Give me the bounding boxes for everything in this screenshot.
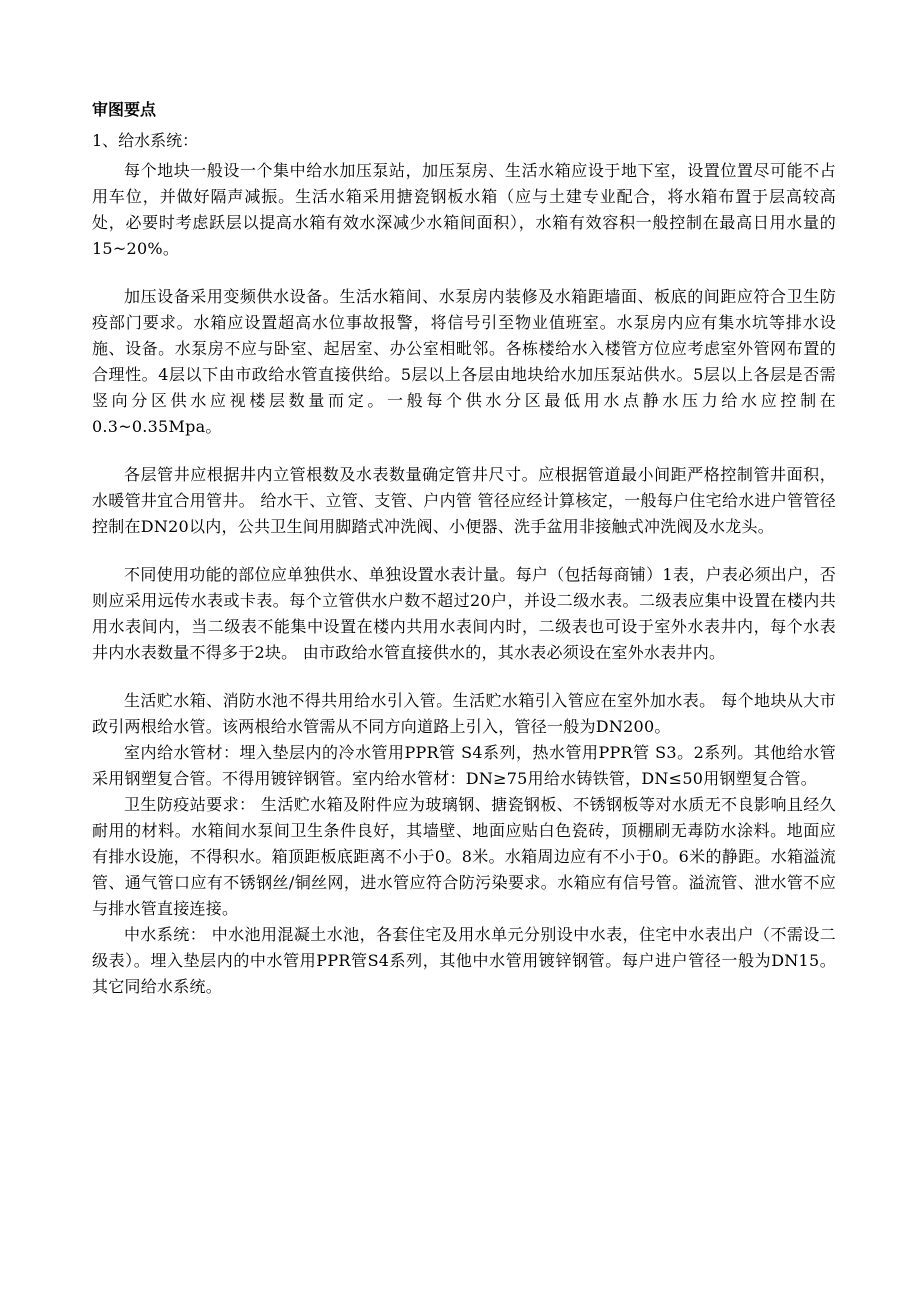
- paragraph-sanitation-requirements: 卫生防疫站要求： 生活贮水箱及附件应为玻璃钢、搪瓷钢板、不锈钢板等对水质无不良影响且经久耐用的材料。水箱间水泵间卫生条件良好，其墙壁、地面应贴白色瓷砖，顶棚刷无毒防水涂料。地面应有排水设施，不得积水。箱顶距板底距离不小于0。8米。水箱周边应有不小于0。6米的静距。水箱溢流管、通气管口应有不锈钢丝/铜丝网，进水管应符合防污染要求。水箱应有信号管。溢流管、泄水管不应与排水管直接连接。: [92, 795, 836, 918]
- paragraph-water-pump-station: 每个地块一般设一个集中给水加压泵站，加压泵房、生活水箱应设于地下室，设置位置尽可能不占用车位，并做好隔声减振。生活水箱采用搪瓷钢板水箱（应与土建专业配合，将水箱布置于层高较高处，必要时考虑跃层以提高水箱有效水深减少水箱间面积），水箱有效容积一般控制在最高日用水量的15~20%。: [92, 161, 836, 258]
- paragraph-pipe-shaft: 各层管井应根据井内立管根数及水表数量确定管井尺寸。应根据管道最小间距严格控制管井面积，水暖管井宜合用管井。 给水干、立管、支管、户内管 管径应经计算核定，一般每户住宅给水进户管管径控制在DN20以内，公共卫生间用脚踏式冲洗阀、小便器、洗手盆用非接触式冲洗阀及水龙头。: [92, 465, 836, 536]
- paragraph-water-meter: 不同使用功能的部位应单独供水、单独设置水表计量。每户（包括每商铺）1表，户表必须出户，否则应采用远传水表或卡表。每个立管供水户数不超过20户，并设二级水表。二级表应集中设置在楼内共用水表间内，当二级表不能集中设置在楼内共用水表间内时，二级表也可设于室外水表井内，每个水表井内水表数量不得多于2块。 由市政给水管直接供水的，其水表必须设在室外水表井内。: [92, 565, 836, 662]
- paragraph-indoor-pipe-material: 室内给水管材：埋入垫层内的冷水管用PPR管 S4系列，热水管用PPR管 S3。2系列。其他给水管采用钢塑复合管。不得用镀锌钢管。室内给水管材：DN≥75用给水铸铁管，DN≤50用钢塑复合管。: [92, 743, 836, 788]
- section-heading: 1、给水系统：: [92, 131, 199, 150]
- document-page: [92, 97, 836, 1000]
- paragraph-reclaimed-water-system: 中水系统： 中水池用混凝土水池，各套住宅及用水单元分别设中水表，住宅中水表出户（不需设二级表）。埋入垫层内的中水管用PPR管S4系列，其他中水管用镀锌钢管。每户进户管径一般为DN15。其它同给水系统。: [92, 925, 836, 996]
- paragraph-inlet-pipe: 生活贮水箱、消防水池不得共用给水引入管。生活贮水箱引入管应在室外加水表。 每个地块从大市政引两根给水管。该两根给水管需从不同方向道路上引入，管径一般为DN200。: [92, 691, 836, 736]
- document-title: 审图要点: [92, 100, 157, 119]
- paragraph-pressure-equipment: 加压设备采用变频供水设备。生活水箱间、水泵房内装修及水箱距墙面、板底的间距应符合卫生防疫部门要求。水箱应设置超高水位事故报警，将信号引至物业值班室。水泵房内应有集水坑等排水设施、设备。水泵房不应与卧室、起居室、办公室相毗邻。各栋楼给水入楼管方位应考虑室外管网布置的合理性。4层以下由市政给水管直接供给。5层以上各层由地块给水加压泵站供水。5层以上各层是否需竖向分区供水应视楼层数量而定。一般每个供水分区最低用水点静水压力给水应控制在0.3~0.35Mpa。: [92, 287, 836, 436]
